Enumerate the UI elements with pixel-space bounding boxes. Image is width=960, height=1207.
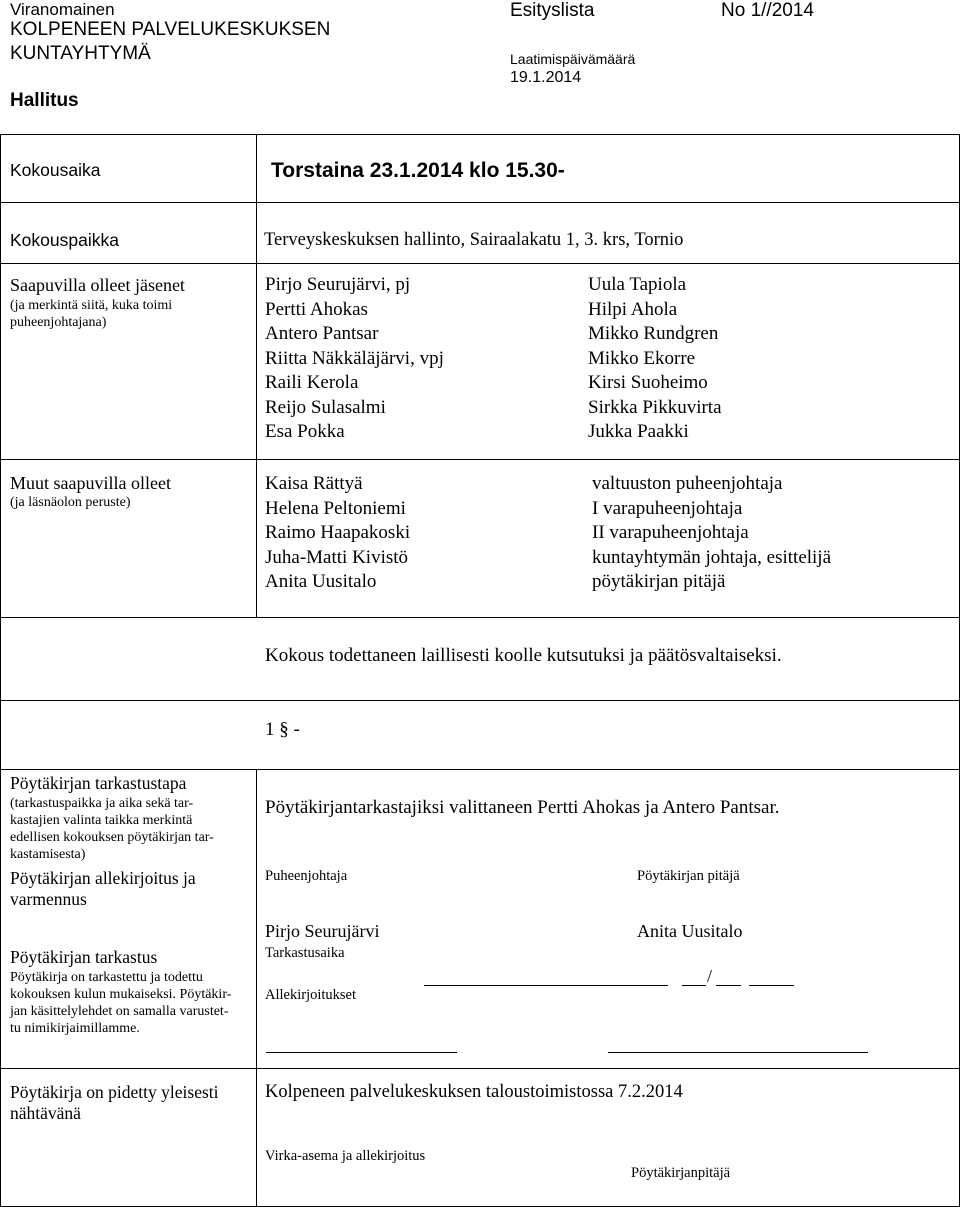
signature-line-right [608, 1052, 868, 1053]
member-name: Reijo Sulasalmi [265, 396, 386, 418]
row-divider [0, 1068, 960, 1069]
members-list-right [588, 273, 722, 445]
row-divider [0, 769, 960, 770]
members-sublabel-line: puheenjohtajana) [10, 315, 107, 330]
signing-label-line: varmennus [10, 889, 87, 909]
frame-left-line [0, 134, 1, 1207]
review-label: Pöytäkirjan tarkastustapa [10, 773, 187, 793]
members-sublabel-line: (ja merkintä siitä, kuka toimi [10, 298, 173, 313]
row-divider [0, 700, 960, 701]
date-label: Laatimispäivämäärä [510, 51, 636, 67]
record-keeper-label: Pöytäkirjanpitäjä [631, 1165, 731, 1181]
position-signature-label: Virka-asema ja allekirjoitus [265, 1148, 426, 1164]
member-name: Mikko Rundgren [588, 323, 719, 344]
member-name: Pirjo Seurujärvi, pj [265, 274, 411, 295]
review-sublabel-line: edellisen kokouksen pöytäkirjan tar- [10, 830, 214, 845]
attendee-name: Kaisa Rättyä [265, 473, 363, 494]
column-divider-top [256, 134, 257, 617]
others-label: Muut saapuvilla olleet [10, 473, 171, 493]
attendee-role: II varapuheenjohtaja [592, 522, 749, 543]
quorum-statement: Kokous todettaneen laillisesti koolle kutsutuksi ja päätösvaltaiseksi. [265, 645, 782, 666]
member-name: Sirkka Pikkuvirta [588, 396, 722, 418]
display-label-line: nähtävänä [10, 1103, 81, 1123]
frame-top-line [0, 134, 960, 135]
review-value: Pöytäkirjantarkastajiksi valittaneen Pertti Ahokas ja Antero Pantsar. [265, 797, 780, 818]
attendee-name: Anita Uusitalo [265, 571, 377, 592]
member-name: Hilpi Ahola [588, 298, 678, 320]
attendee-role: kuntayhtymän johtaja, esittelijä [592, 546, 832, 568]
member-name: Kirsi Suoheimo [588, 372, 708, 393]
row-divider [0, 617, 960, 618]
section-range: 1 § - [265, 719, 300, 740]
others-names [265, 472, 410, 595]
inspection-label: Pöytäkirjan tarkastus [10, 947, 158, 967]
inspection-sublabel-line: kokouksen kulun mukaiseksi. Pöytäkir- [10, 987, 232, 1002]
member-name: Esa Pokka [265, 421, 345, 442]
row-divider [0, 263, 960, 264]
review-sublabel-line: (tarkastuspaikka ja aika sekä tar- [10, 796, 194, 811]
inspection-place-line [424, 985, 668, 986]
members-label: Saapuvilla olleet jäsenet [10, 275, 185, 295]
others-roles [592, 472, 831, 595]
meeting-place-value: Terveyskeskuksen hallinto, Sairaalakatu 1, 3. krs, Tornio [264, 230, 684, 250]
meeting-time-value: Torstaina 23.1.2014 klo 15.30- [271, 159, 565, 182]
chair-label: Puheenjohtaja [265, 868, 348, 884]
meeting-place-label: Kokouspaikka [10, 230, 119, 250]
column-divider-bottom [256, 769, 257, 1207]
member-name: Uula Tapiola [588, 274, 687, 295]
signing-label-line: Pöytäkirjan allekirjoitus ja [10, 868, 196, 888]
inspection-sublabel-line: tu nimikirjaimillamme. [10, 1021, 140, 1036]
others-sublabel: (ja läsnäolon peruste) [10, 495, 131, 510]
member-name: Riitta Näkkäläjärvi, vpj [265, 347, 444, 369]
attendee-role: pöytäkirjan pitäjä [592, 571, 726, 592]
doc-number: No 1//2014 [721, 0, 814, 21]
inspection-sublabel-line: Pöytäkirja on tarkastettu ja todettu [10, 970, 203, 985]
inspection-day-line [682, 985, 706, 986]
meeting-time-label: Kokousaika [10, 160, 101, 180]
chair-name: Pirjo Seurujärvi [265, 921, 380, 941]
secretary-name: Anita Uusitalo [637, 921, 743, 941]
inspection-sublabel-line: jan käsittelylehdet on samalla varustet- [10, 1004, 229, 1019]
secretary-label: Pöytäkirjan pitäjä [637, 868, 740, 884]
doc-type: Esityslista [510, 0, 595, 21]
date-value: 19.1.2014 [510, 69, 582, 86]
body-name: Hallitus [10, 90, 79, 111]
inspection-time-label: Tarkastusaika [265, 945, 345, 961]
attendee-name: Helena Peltoniemi [265, 497, 406, 519]
review-sublabel-line: kastajien valinta taikka merkintä [10, 813, 193, 828]
inspection-signatures-label: Allekirjoitukset [265, 987, 357, 1003]
inspection-month-line [716, 985, 741, 986]
member-name: Mikko Ekorre [588, 347, 696, 369]
review-sublabel-line: kastamisesta) [10, 847, 86, 862]
row-divider [0, 459, 960, 460]
org-name-line1: KOLPENEEN PALVELUKESKUKSEN [10, 19, 331, 40]
date-separator: / [707, 966, 713, 986]
display-label-line: Pöytäkirja on pidetty yleisesti [10, 1082, 219, 1102]
signature-line-left [266, 1052, 457, 1053]
attendee-role: I varapuheenjohtaja [592, 497, 743, 519]
members-list-left [265, 273, 444, 445]
inspection-year-line [749, 985, 794, 986]
member-name: Jukka Paakki [588, 421, 689, 442]
member-name: Antero Pantsar [265, 323, 379, 344]
member-name: Pertti Ahokas [265, 298, 368, 320]
attendee-name: Raimo Haapakoski [265, 522, 411, 543]
attendee-name: Juha-Matti Kivistö [265, 546, 409, 568]
row-divider [0, 202, 960, 203]
org-name-line2: KUNTAYHTYMÄ [10, 43, 151, 64]
display-value: Kolpeneen palvelukeskuksen taloustoimistossa 7.2.2014 [265, 1082, 683, 1102]
attendee-role: valtuuston puheenjohtaja [592, 473, 783, 494]
org-type: Viranomainen [10, 0, 115, 19]
member-name: Raili Kerola [265, 372, 359, 393]
